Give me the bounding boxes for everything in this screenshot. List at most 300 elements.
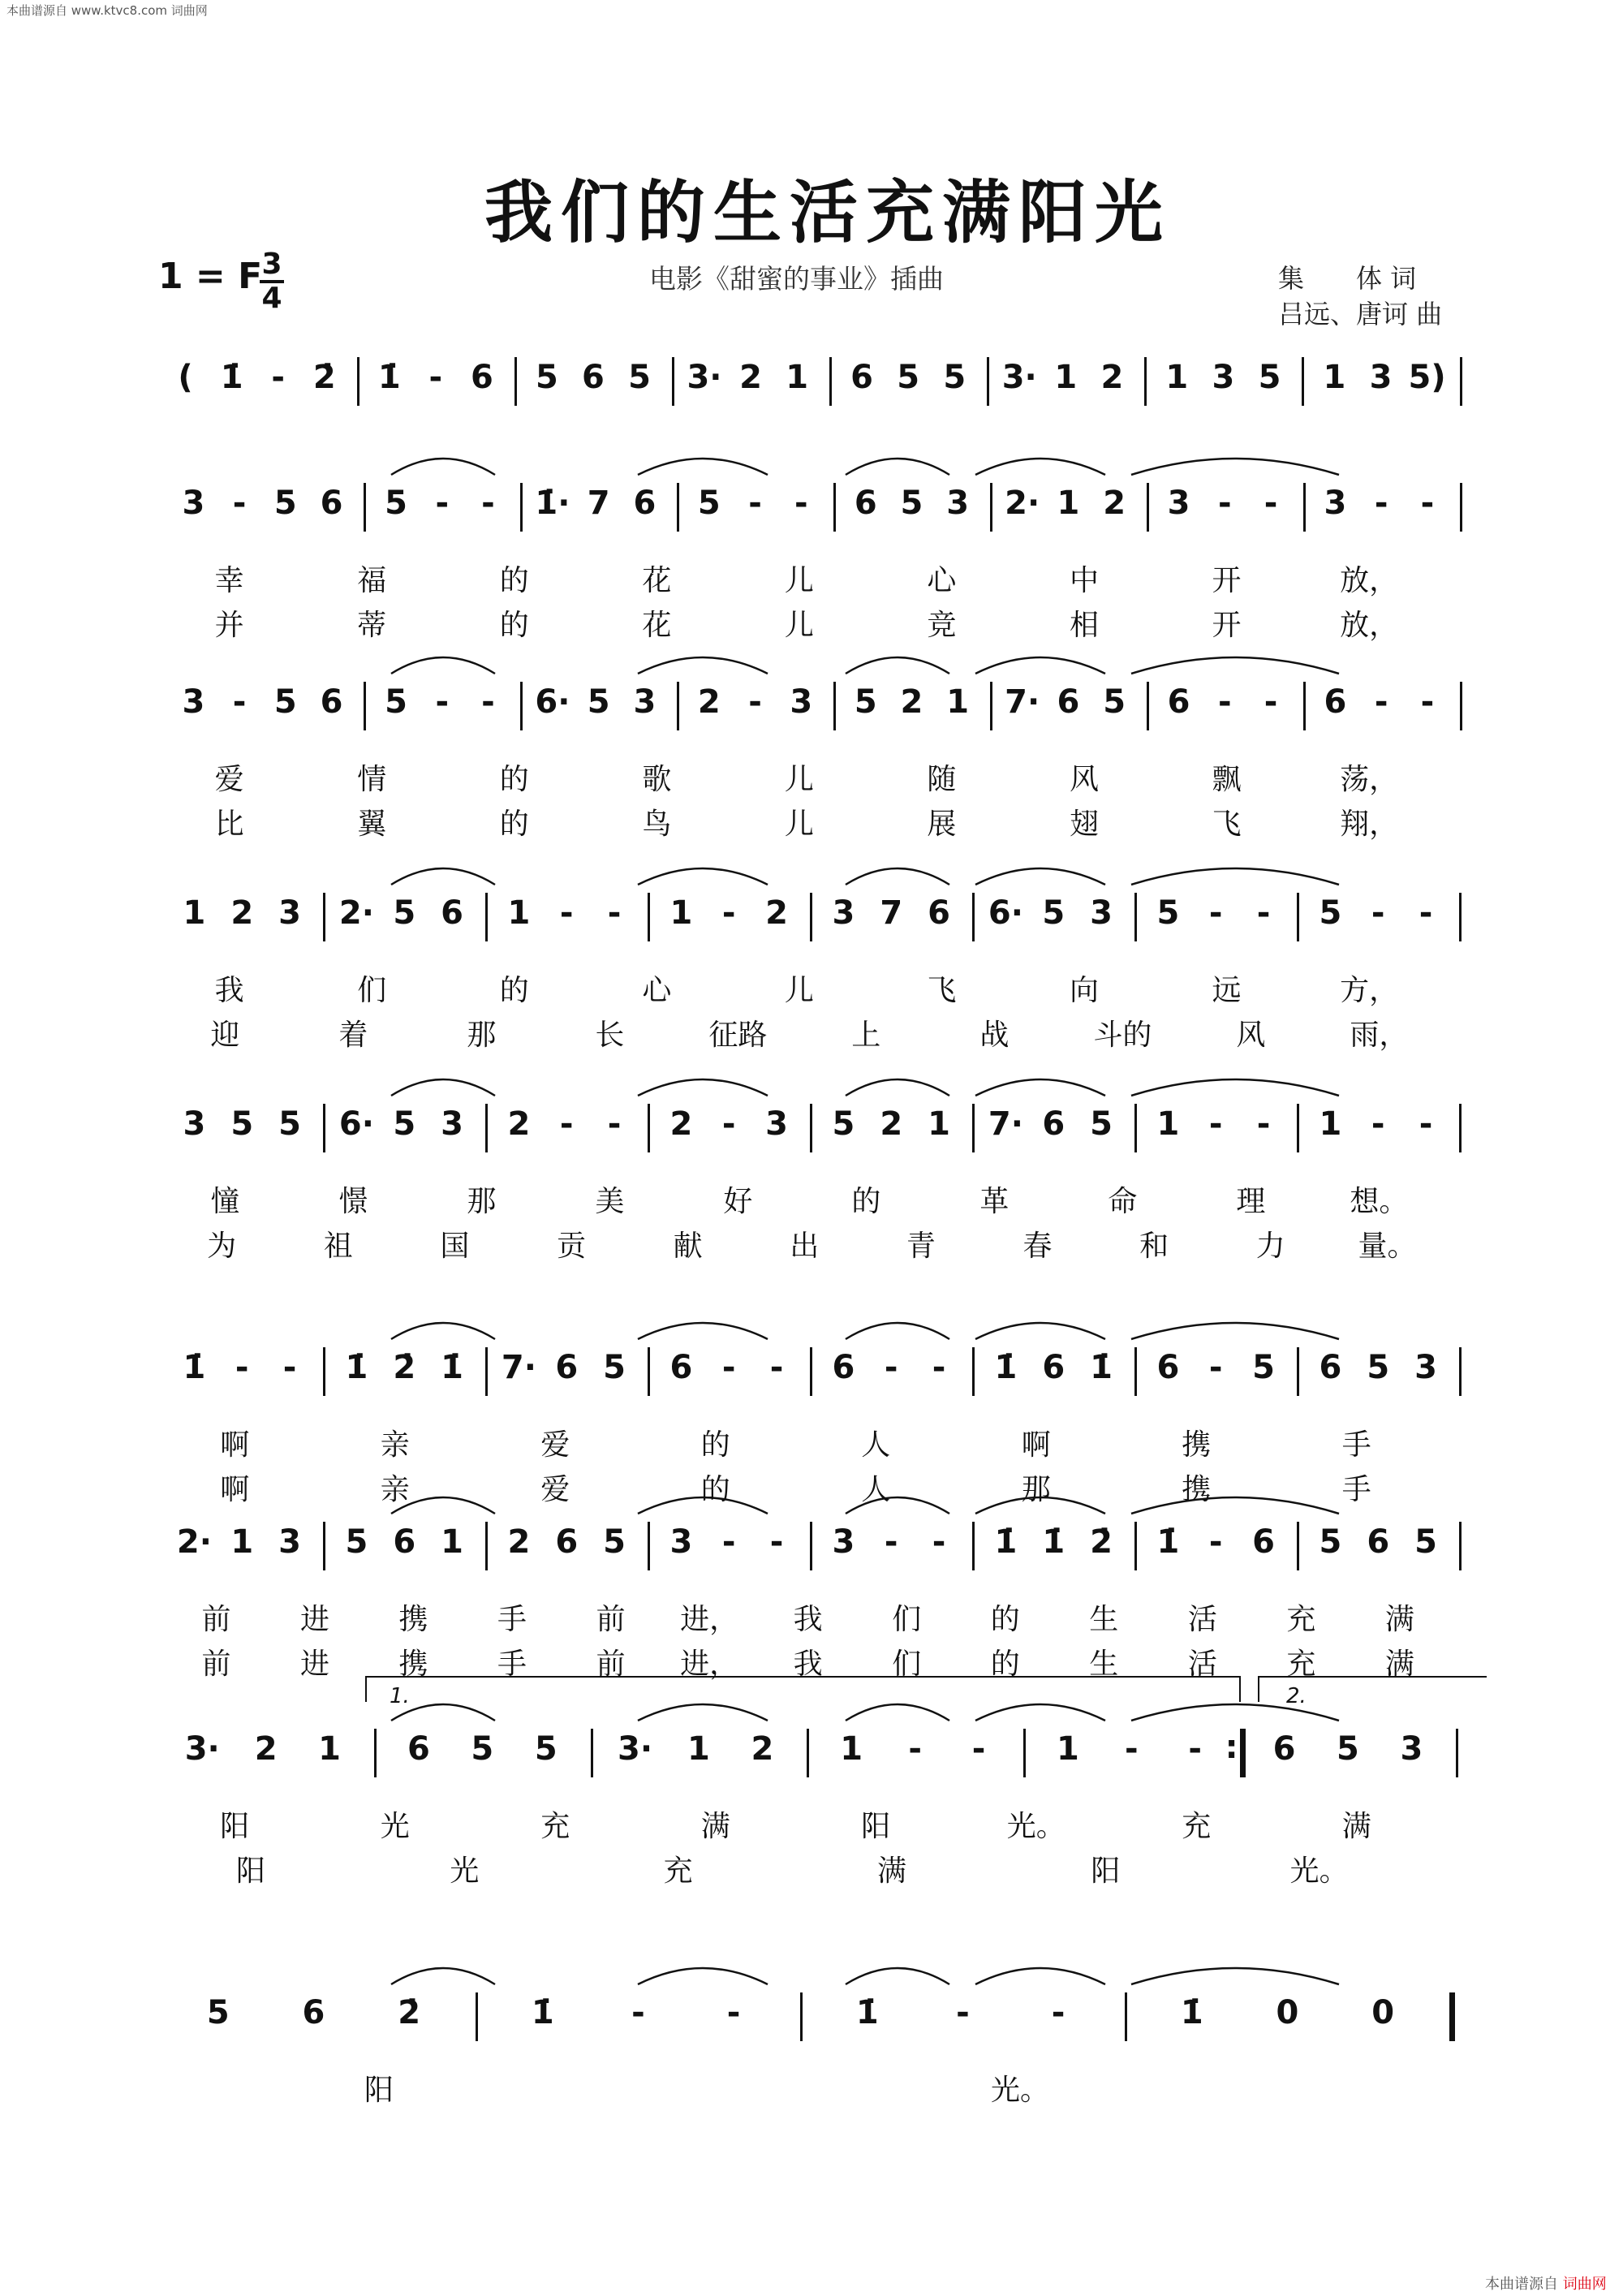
barline <box>485 1104 488 1152</box>
site-watermark-bottom <box>1485 2272 1607 2294</box>
note: 2 <box>697 683 721 721</box>
lyric-verse1: 荡， <box>1340 763 1399 796</box>
note: 3 <box>441 1105 463 1143</box>
note: - <box>1420 683 1435 721</box>
note: 5 <box>206 1994 230 2031</box>
lyric-verse2: 开 <box>1212 609 1242 642</box>
note: 3 <box>1324 485 1347 522</box>
note: 5 <box>943 359 966 396</box>
barline <box>1240 1729 1246 1777</box>
note: 1 <box>1319 1105 1342 1143</box>
note: 5 <box>1367 1349 1390 1386</box>
note: - <box>232 485 247 522</box>
lyric-verse2: 们 <box>892 1648 922 1681</box>
note: - <box>932 1523 946 1561</box>
note: 3 <box>633 683 657 721</box>
note: 5 <box>345 1523 368 1561</box>
note: 5 <box>1319 894 1342 932</box>
barline <box>1023 1729 1026 1777</box>
note: 6 <box>407 1730 430 1768</box>
barline <box>357 357 359 406</box>
barline <box>323 1522 325 1570</box>
slur <box>975 1323 1105 1339</box>
lyric-verse2: 手 <box>1341 1473 1371 1506</box>
barline <box>810 1522 812 1570</box>
lyric-verse1: 福 <box>357 564 387 597</box>
lyricist-credit: 集 体 词 <box>1278 263 1417 294</box>
note: 2 <box>900 683 923 721</box>
meter-top: 3 <box>261 248 282 281</box>
slur <box>846 1323 949 1339</box>
lyric-verse1: 的 <box>990 1603 1020 1636</box>
note: 2 <box>507 1523 531 1561</box>
note: 3 <box>1090 894 1113 932</box>
barline <box>810 1347 812 1396</box>
note: 2 <box>254 1730 278 1768</box>
volta-2: 2. <box>1286 1684 1307 1708</box>
barline <box>972 1522 975 1570</box>
note: - <box>1208 1349 1223 1386</box>
barline <box>323 1104 325 1152</box>
repeat-dots: : <box>1225 1729 1238 1766</box>
note: - <box>721 1349 736 1386</box>
note: 2 <box>765 894 788 932</box>
barline <box>323 1347 325 1396</box>
note: 3 <box>1212 359 1235 396</box>
lyric-verse1: 革 <box>979 1185 1010 1218</box>
lyric-verse2: 的 <box>990 1648 1020 1681</box>
lyric-verse2: 爱 <box>540 1473 570 1506</box>
lyric-verse2: 前 <box>201 1648 231 1681</box>
note: - <box>769 1523 784 1561</box>
note: 6 <box>1057 683 1080 721</box>
note: - <box>1217 485 1232 522</box>
note: 3 <box>1369 359 1393 396</box>
note: 6 <box>441 894 463 932</box>
slur <box>975 1968 1105 1984</box>
barline <box>485 1522 488 1570</box>
lyric-verse1: 充 <box>1286 1603 1316 1636</box>
note: 6 <box>850 359 873 396</box>
note: 3 <box>182 683 205 721</box>
lyric-verse1: 啊 <box>1021 1428 1051 1462</box>
note: 5 <box>385 683 407 721</box>
slur <box>1131 657 1339 674</box>
lyric-verse2: 献 <box>673 1230 703 1263</box>
note: 2· <box>1005 485 1040 522</box>
note: - <box>271 359 286 396</box>
barline <box>1460 357 1462 406</box>
note: 1 <box>1165 359 1189 396</box>
lyric-verse2: 放， <box>1340 609 1399 642</box>
lyric-verse2: 光 <box>450 1854 480 1888</box>
note: 5 <box>897 359 920 396</box>
slur <box>846 1079 949 1096</box>
volta-2-bracket <box>1258 1676 1487 1702</box>
note: 6 <box>471 359 493 396</box>
barline <box>1147 682 1149 730</box>
lyric-verse1: 向 <box>1069 974 1100 1007</box>
lyric-verse2: 的 <box>499 609 529 642</box>
lyric-verse2: 儿 <box>784 808 814 841</box>
note: 5 <box>603 1349 626 1386</box>
note: - <box>726 1994 741 2031</box>
song-title: 我们的生活充满阳光 <box>484 172 1171 252</box>
note: 3 <box>183 1105 206 1143</box>
barline <box>800 1992 803 2041</box>
watermark-text-b: 词曲网 <box>1562 2276 1607 2293</box>
barline <box>810 1104 812 1152</box>
barline <box>1147 483 1149 532</box>
lyric-verse2: 长 <box>595 1019 625 1052</box>
lyric-verse2: 亲 <box>380 1473 410 1506</box>
slur <box>846 1704 949 1721</box>
note: 6 <box>854 485 877 522</box>
note: 2̇ <box>398 1994 421 2031</box>
lyric-verse1: 花 <box>642 564 672 597</box>
note: 6 <box>1167 683 1190 721</box>
lyric-verse1: 的 <box>499 564 529 597</box>
note: - <box>908 1730 922 1768</box>
note: - <box>748 683 762 721</box>
slur <box>638 1704 768 1721</box>
lyric-verse1: 前 <box>596 1603 626 1636</box>
barline <box>990 483 992 532</box>
note: 1̇ <box>994 1349 1018 1386</box>
barline <box>374 1729 377 1777</box>
lyric-verse1: 远 <box>1212 974 1242 1007</box>
note: 2· <box>176 1523 212 1561</box>
note: 3 <box>790 683 813 721</box>
lyric-verse1: 幸 <box>214 564 244 597</box>
note: 1̇ <box>220 359 243 396</box>
lyric-verse1: 憧 <box>210 1185 240 1218</box>
barline <box>1303 682 1306 730</box>
slur <box>975 868 1105 885</box>
lyric-verse1: 儿 <box>784 974 814 1007</box>
lyric-verse1: 满 <box>1384 1603 1414 1636</box>
note: 6 <box>320 485 343 522</box>
lyric-verse1: 方， <box>1340 974 1399 1007</box>
barline <box>1134 1347 1137 1396</box>
barline <box>1303 483 1306 532</box>
note: - <box>1125 1730 1139 1768</box>
barline <box>1459 1104 1462 1152</box>
barline <box>1144 357 1147 406</box>
note: 2 <box>669 1105 693 1143</box>
note: 5 <box>603 1523 626 1561</box>
note: - <box>748 485 762 522</box>
lyric-verse2: 春 <box>1022 1230 1053 1263</box>
note: 6 <box>555 1349 579 1386</box>
meter-bottom: 4 <box>261 282 282 315</box>
lyric-verse2: 充 <box>1286 1648 1316 1681</box>
barline <box>520 682 523 730</box>
site-watermark-top: 本曲谱源自 www.ktvc8.com 词曲网 <box>6 3 208 18</box>
volta-1-bracket <box>365 1676 1241 1702</box>
lyric-verse2: 力 <box>1255 1230 1285 1263</box>
lyric-verse2: 相 <box>1069 609 1100 642</box>
note: 6· <box>338 1105 374 1143</box>
note: 3 <box>832 1523 855 1561</box>
lyric-verse2: 我 <box>793 1648 823 1681</box>
barline <box>1134 1104 1137 1152</box>
barline <box>1460 682 1462 730</box>
lyric-verse1: 阳 <box>861 1810 891 1843</box>
lyric-verse2: 翼 <box>357 808 387 841</box>
lyric-verse1: 儿 <box>784 763 814 796</box>
key-signature: 1 = F <box>158 256 263 297</box>
slur <box>638 1079 768 1096</box>
lyric-verse2: 的 <box>499 808 529 841</box>
note: 0 <box>1276 1994 1299 2031</box>
note: - <box>1256 894 1271 932</box>
slur <box>1131 1323 1339 1339</box>
note: 2 <box>1103 485 1126 522</box>
note: - <box>607 1105 622 1143</box>
note: - <box>884 1349 898 1386</box>
lyric-verse2: 雨， <box>1350 1019 1409 1052</box>
lyric-verse1: 儿 <box>784 564 814 597</box>
note: 1̇ <box>345 1349 368 1386</box>
lyric-verse2: 迎 <box>210 1019 240 1052</box>
note: 3· <box>687 359 722 396</box>
note: 1 <box>946 683 970 721</box>
lyric-verse2: 充 <box>663 1854 693 1888</box>
note: 5 <box>471 1730 494 1768</box>
lyric-verse1: 情 <box>357 763 387 796</box>
note: 5 <box>1156 894 1180 932</box>
volta-1: 1. <box>390 1684 410 1708</box>
note: - <box>435 683 450 721</box>
note: - <box>1208 1523 1223 1561</box>
note: 3 <box>946 485 970 522</box>
note: 3 <box>1400 1730 1423 1768</box>
slur <box>846 868 949 885</box>
note: 6· <box>535 683 570 721</box>
note: 6 <box>302 1994 325 2031</box>
slur <box>975 1079 1105 1096</box>
note: 1 <box>669 894 693 932</box>
lyric-verse1: 的 <box>851 1185 881 1218</box>
note: 5 <box>1252 1349 1275 1386</box>
lyric-verse1: 的 <box>499 763 529 796</box>
note: 5 <box>628 359 651 396</box>
lyric-verse2: 为 <box>207 1230 237 1263</box>
lyric-verse2: 那 <box>1021 1473 1051 1506</box>
barline <box>1459 1347 1462 1396</box>
note: 6 <box>1042 1349 1065 1386</box>
note: 5 <box>832 1105 855 1143</box>
note: 1 <box>928 1105 950 1143</box>
note: - <box>1051 1994 1065 2031</box>
lyric-verse2: 活 <box>1187 1648 1217 1681</box>
lyric-verse2: 携 <box>398 1648 428 1681</box>
lyric-verse1: 爱 <box>540 1428 570 1462</box>
lyric-verse2: 着 <box>338 1019 368 1052</box>
barline <box>987 357 989 406</box>
note: 5 <box>1258 359 1281 396</box>
slur <box>1131 1704 1339 1721</box>
barline <box>1297 1522 1299 1570</box>
note: 7· <box>1005 683 1040 721</box>
lyric-verse2: 量。 <box>1358 1230 1417 1263</box>
lyric-verse2: 啊 <box>220 1473 250 1506</box>
lyric-verse1: 命 <box>1108 1185 1138 1218</box>
barline <box>1459 893 1462 941</box>
note: 2 <box>739 359 762 396</box>
lyric-verse1: 亲 <box>380 1428 410 1462</box>
note: 1̇ <box>855 1994 879 2031</box>
note: 1 <box>507 894 531 932</box>
lyric-verse2: 战 <box>979 1019 1010 1052</box>
barline <box>810 893 812 941</box>
note: - <box>1374 683 1388 721</box>
note: - <box>1264 683 1278 721</box>
lyric-verse1: 的 <box>700 1428 730 1462</box>
note: 3 <box>278 894 301 932</box>
slur <box>846 459 949 475</box>
note: 2̇ <box>312 359 336 396</box>
note: 2 <box>507 1105 531 1143</box>
barline <box>648 1104 650 1152</box>
barline <box>833 682 836 730</box>
note: 1̇ <box>1156 1523 1180 1561</box>
lyric-verse1: 想。 <box>1350 1185 1409 1218</box>
note: 5 <box>1337 1730 1359 1768</box>
lyric-verse1: 手 <box>1341 1428 1371 1462</box>
slur <box>638 1323 768 1339</box>
lyric-verse2: 进 <box>299 1648 330 1681</box>
note: - <box>235 1349 249 1386</box>
note: - <box>721 1105 736 1143</box>
note: 3 <box>182 485 205 522</box>
note: 1̇ <box>441 1349 463 1386</box>
note: 3 <box>1414 1349 1437 1386</box>
note: - <box>1208 894 1223 932</box>
note: 5) <box>1408 359 1446 396</box>
barline <box>972 893 975 941</box>
barline <box>1125 1992 1127 2041</box>
lyric-verse1: 前 <box>201 1603 231 1636</box>
lyric-verse2: 手 <box>497 1648 527 1681</box>
barline <box>1456 1729 1458 1777</box>
note: 3 <box>765 1105 788 1143</box>
note: - <box>1419 894 1433 932</box>
lyric-verse2: 满 <box>1384 1648 1414 1681</box>
lyric-verse1: 进 <box>299 1603 330 1636</box>
lyric-verse1: 飘 <box>1212 763 1242 796</box>
lyric-verse1: 美 <box>595 1185 625 1218</box>
note: 1̇ <box>377 359 401 396</box>
note: 5 <box>278 1105 301 1143</box>
lyric-verse1: 的 <box>499 974 529 1007</box>
lyric-verse2: 儿 <box>784 609 814 642</box>
note: 2̇ <box>393 1349 416 1386</box>
lyric-verse1: 憬 <box>338 1185 368 1218</box>
composer-credit: 吕远、唐诃 曲 <box>1278 299 1443 330</box>
note: 2 <box>230 894 254 932</box>
lyric-verse1: 光 <box>380 1810 410 1843</box>
note: 5 <box>900 485 923 522</box>
note: 1̇· <box>535 485 570 522</box>
note: 6 <box>1367 1523 1390 1561</box>
lyric-verse1: 满 <box>700 1810 730 1843</box>
lyric-verse2: 青 <box>906 1230 936 1263</box>
barline <box>323 893 325 941</box>
lyric-verse1: 携 <box>1182 1428 1212 1462</box>
note: 7 <box>880 894 903 932</box>
note: - <box>1420 485 1435 522</box>
note: 6 <box>1272 1730 1296 1768</box>
note: 6 <box>320 683 343 721</box>
lyric-verse1: 携 <box>398 1603 428 1636</box>
note: 3· <box>618 1730 653 1768</box>
lyric-verse2: 国 <box>440 1230 470 1263</box>
song-subtitle: 电影《甜蜜的事业》插曲 <box>649 263 944 295</box>
note: 5 <box>273 485 297 522</box>
lyric-verse2: 翅 <box>1069 808 1100 841</box>
note: 6 <box>832 1349 855 1386</box>
barline <box>476 1992 478 2041</box>
slur <box>1131 1497 1339 1514</box>
lyric-verse2: 飞 <box>1212 808 1242 841</box>
barline <box>591 1729 593 1777</box>
note: 6 <box>1252 1523 1275 1561</box>
note: 5 <box>697 485 721 522</box>
lyric-verse1: 风 <box>1069 763 1100 796</box>
note: 3· <box>184 1730 220 1768</box>
lyric-verse2: 的 <box>700 1473 730 1506</box>
note: 1 <box>1156 1105 1180 1143</box>
note: 5 <box>1319 1523 1342 1561</box>
note: 5 <box>1090 1105 1113 1143</box>
note: 1 <box>1057 485 1080 522</box>
note: 6 <box>582 359 605 396</box>
barline <box>364 682 366 730</box>
note: 1 <box>318 1730 341 1768</box>
lyric-verse1: 心 <box>927 564 957 597</box>
lyric-verse1: 随 <box>927 763 957 796</box>
slur <box>391 459 495 475</box>
note: 1̇ <box>1090 1349 1113 1386</box>
note: 5 <box>535 359 558 396</box>
barline <box>485 893 488 941</box>
lyric-verse1: 开 <box>1212 564 1242 597</box>
lyric-verse1: 心 <box>642 974 672 1007</box>
barline <box>648 1522 650 1570</box>
note: 7· <box>501 1349 536 1386</box>
note: 1 <box>441 1523 463 1561</box>
note: - <box>1217 683 1232 721</box>
lyric-verse2: 征路 <box>708 1019 768 1052</box>
barline <box>829 357 832 406</box>
note: 5 <box>1414 1523 1437 1561</box>
lyric-verse2: 人 <box>861 1473 891 1506</box>
lyric-verse1: 我 <box>793 1603 823 1636</box>
note: - <box>721 894 736 932</box>
slur <box>391 657 495 674</box>
note: 7· <box>988 1105 1023 1143</box>
barline <box>1449 1992 1455 2041</box>
slur <box>1131 459 1339 475</box>
barline <box>1302 357 1304 406</box>
slur <box>975 1704 1105 1721</box>
note: - <box>769 1349 784 1386</box>
note: - <box>435 485 450 522</box>
lyric-verse1: 们 <box>357 974 387 1007</box>
note: 2 <box>1100 359 1124 396</box>
